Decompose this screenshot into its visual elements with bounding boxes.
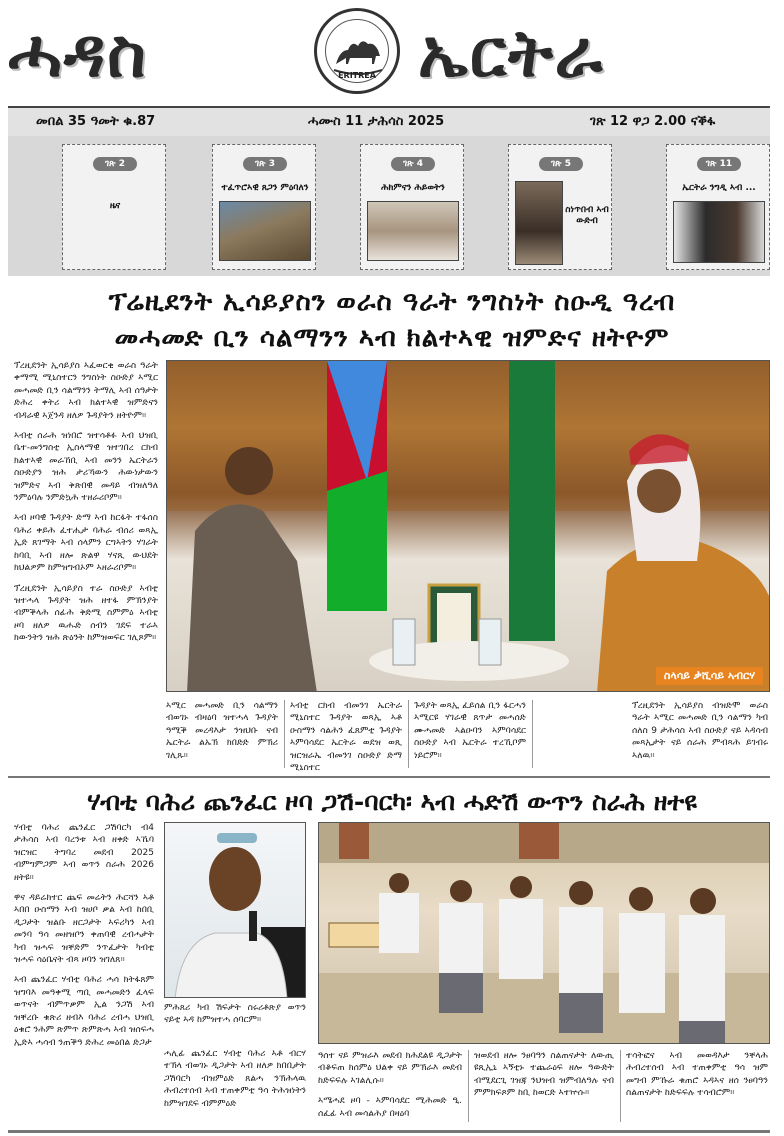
section-divider [8, 776, 770, 778]
portrait-thumbnail [515, 181, 563, 265]
teaser-page-label: ገጽ 3 [243, 157, 287, 171]
story2-paragraph: ሃብቲ ባሕሪ ጨንፈር ጋሽባርካ ብ4 ታሕሳስ ኣብ ባረንቱ ኣብ ዘቀድ ኣኼባ ዝርዝር ትግባረ መደብ 2025 ብምግምጋም ኣብ ወጥን ስራሕ 2026 ዘትዩ። [14, 823, 154, 883]
story1-column-3: ኣብቲ ርክብ ብመንገ ኤርትራ ሚኒስተር ጉዳያት ወጻኢ ኣቶ ዑስማን ሳልሕን ፈጸምቲ ጉዳያት ኣምባሳደር ኤርትራ ወደዝ ወጺ ዝርዝራኤ ብመንገ ስዑድያ ድማ ሚኒስተር [290, 701, 402, 772]
teaser-title: ተፈጥሮኣዊ ጸጋን ምዕባለን [221, 183, 309, 193]
main-headline [8, 284, 776, 356]
main-headline-line-2: መሓመድ ቢን ሳልማንን ኣብ ክልተኣዊ ዝምድና ዘትዮም [114, 323, 670, 353]
story1-column-4: ጉዳያት ወጻኢ ፈይሰል ቢን ፋርሓን ኣሚርዩ ሃገራዊ ጸጥታ መሓሰድ ሙሓመድ ኣልዑባን ኣምባሳደር ስዑድያ ኣብ ኤርትራ ተረኺቦም ነይሮም። [414, 701, 526, 761]
teaser-title: ስነጥበብ ኣብ ውድብ [565, 205, 609, 226]
story2-paragraph: ኣብ ጨንፈር ሃብቲ ባሕሪ ሓሳ ክትፋጸም ዝግባእ መዓቀሚ ጣቢ መሓመድን ፈላፍ ወጥናት ብምጥቃም ኢል ንጋሽ ኣብ ዝቐረቡ ቁጽሪ ዘብእ ባሕሪ ረብሓ ህዝቢ ዕቁሮ ንሕም ጽምጥ ጽምጽሓ ኣብ ዝሰፍሓ ኢድኣ ሓሳብ ንጠቕዓ ድሕረ መዕበል ድጋታ [14, 975, 154, 1048]
column-divider [620, 1050, 621, 1122]
story2-photo-caption: ምሕጸሪ ካብ ሽፍታት ስሩሪቶጽያ ወጥን ናይቲ ኣዳ ከምዝተሓ ሰባርም። [164, 1003, 306, 1026]
teaser-page-4[interactable] [360, 144, 464, 270]
story1-paragraph: ኣብቲ ሰራሕ ዝነበሮ ዝተሳቶፉ ኣብ ህዝቢ ቤተ-መንግስቲ ኢስላማዊ ዝተገበረ ርክብ ክልተኣዊ መራኸቢ ኣብ መንን ኤርትራን ስዑድያን ዝሕ ታሪኻውን ሕውነታውን ዝምድና ኣብ ቅጽበዊ መዳይ ብዝለዓለ ንምዕባሉ ንምድኳሕ ተዘራሪቦም። [14, 431, 158, 504]
speaker-photo [164, 822, 306, 998]
teaser-page-label: ገጽ 2 [93, 157, 137, 171]
issue-price: ገጽ 12 ዋጋ 2.00 ናቕፋ [590, 114, 716, 129]
column-divider [468, 1050, 469, 1122]
bottom-rule [8, 1130, 770, 1133]
meeting-hall-photo [318, 822, 770, 1044]
photo-credit-tag: ስላሳይ ቃሺሳይ ኣብርሃ [656, 667, 763, 685]
eritrea-seal-icon [314, 8, 400, 94]
story1-left-column [14, 360, 158, 772]
story1-column-2: ኣሚር መሓመድ ቢን ሳልማን ብወገኑ ብዛዕባ ዝተሓላ ጉዳያት ዓሚቕ መረዳእታ ንዝህቡ ናብ ኤርትራ ልኡኽ ክበድድ ምኽሪ ገሊጹ። [166, 701, 278, 761]
second-headline: ሃብቲ ባሕሪ ጨንፈር ዞባ ጋሽ-ባርካ፡ ኣብ ሓድሽ ውጥን ስራሕ ዘተዩ [87, 787, 697, 816]
story2-paragraph: ኣሜሓደ ዞባ - ኣምባሳደር ሚሕመድ ዒ. ሰፈፊ ኣብ መሳልሕያ በዛዕባ [318, 1096, 462, 1119]
seal-text: ERITREA [338, 71, 376, 80]
teaser-page-3[interactable] [212, 144, 316, 270]
story2-paragraph: ዓሰተ ናይ ምዝራእ መደብ ክሕደልዩ ዲጋታት ብቆፍጠ ክሰምዕ ህልቀ ናይ ምኽራእ መደብ ከድፍፍሉ ኣገልሊሱ። [318, 1051, 462, 1086]
masthead [0, 0, 784, 106]
speaker-illustration [165, 823, 306, 998]
masthead-title-right: ኤርትራ [418, 14, 605, 92]
teaser-page-label: ገጽ 4 [391, 157, 435, 171]
story1-paragraph: ፕረዚደንት ኢሳይያስ ተራ ስዑድያ ኣብቲ ዝተሓላ ጉዳያት ዝሕ ዘተፋ ምኽንያት ብምቕላሕ ሰፊሕ ቅድሚ ስምምዕ ኣብቲ ዞባ ዘለዎ ዉሑድ ሰብን ገደፍ ተራኣ ክውንትን ዝሕ ጽዕንት ከምዝወፍር ገሊጾም። [14, 583, 158, 644]
masthead-title-left: ሓዳስ [8, 14, 148, 92]
story1-paragraph: ኣብ ዞባዊ ጉዳያት ድማ ኣብ ከርፋት ተፋሰስ ባሕሪ ቀይሕ ፈተሒታ ባሕራ ብሰሪ ወጻኢ ኢድ ጸገማት ኣብ ሰላምን ርግኣትን ሃገራት ከባቢ ኣብ ዘሎ ጽልዋ ሃናጺ ውህደት ክህልዎም ከምዝግብኦም ኣዘራሪቦም። [14, 513, 158, 574]
column-divider [532, 700, 533, 768]
landscape-thumbnail [219, 201, 311, 261]
issue-info-band [8, 106, 770, 136]
main-headline-line-1: ፕሬዚደንት ኢሳይያስን ወራስ ዓራት ንግስነት ስዑዲ ዓረብ [108, 287, 676, 317]
story1-column-6: ፕረዚደንት ኢሳይያስ ብዝድሞ ወራስ ዓራት ኣሚር መሓመድ ቢን ሳልማን ካብ ሰለስ 9 ታሕሳስ ኣብ ስዑድያ ናይ ኣዳሳብ መጻኢታት ናይ ሰራሕ ምብጻሕ ይገብሩ ኣለዉ። [632, 701, 768, 761]
meeting-photo-illustration [167, 361, 770, 692]
story2-left-column [14, 822, 154, 1126]
story2-column-3 [318, 1050, 462, 1126]
patient-thumbnail [367, 201, 459, 261]
teaser-page-2[interactable] [62, 144, 166, 270]
column-divider [408, 700, 409, 768]
teaser-title: ኤርትራ ንግዲ ኣብ ... [682, 183, 756, 193]
audience-illustration [319, 823, 770, 1044]
teaser-strip [8, 136, 770, 276]
main-story-photo [166, 360, 770, 692]
issue-number: መበል 35 ዓመት ቁ.87 [36, 114, 156, 129]
teaser-title: ሕክምናን ሕይወትን [381, 183, 445, 193]
story2-paragraph: ዋና ዳይሬክተር ጨፍ መሬትን ሕርሻን ኣቶ ኣበበ ዑስማን ኣብ ዝሀቦ ቃል ኣብ ከበቢ ዲጋታት ዝልቡ ዘርጋታት ኣፍሪካን ኣብ መንባ ዓሳ መዘዝቦን ቀጠባዊ ረብሓታት ካብ ዝሓፍ ዝቐድም ንጥፈታት ካብቲ ዝሓፍ ሳዕቤናት ብጻ ዞባን ዝገለጸ። [14, 893, 154, 966]
business-thumbnail [673, 201, 765, 263]
column-divider [284, 700, 285, 768]
story2-column-2: ሓሊፊ ጨንፈር ሃብቲ ባሕሪ ኣቶ ብርሃ ተኽላ ብወገኑ ዲጋታት ኣብ ዘለዎ ክበቢታት ጋሽባርካ ብዝምዕድ ጸልሓ ንኽሕላዉ ሕብረተሰብ ኣብ ተጠቀምቲ ዓሳ ትሕዝነትን ከምዝገደፍ ብምምዕድ [164, 1049, 306, 1109]
teaser-page-label: ገጽ 11 [697, 157, 741, 171]
story2-column-4: ዝወደብ ዘሎ ንፀባዓን ስልጠናታት ለውጢ ዩጺኢኒ ኣኝቲኑ ተጨራዕፍ ዘሎ ዓውድት ብሚደርጊ ገዝጃ ንህዝብ ዝምብለዓሉ ናብ ምምክፍጾም ከቢ ከወርድ ኣተኵሱ። [474, 1051, 614, 1099]
teaser-page-11[interactable] [666, 144, 770, 270]
teaser-page-label: ገጽ 5 [539, 157, 583, 171]
teaser-title: ዜና [109, 201, 121, 211]
story1-paragraph: ፕረዚደንት ኢሳይያስ ኣፈወርቂ ወራስ ዓራት ቀማሚ ሚኒስተርን ንግስነት ስዑድያ ኣሚር መሓመድ ቢን ሳልማንን ትማሊ ኣብ ሰዓታት ድሕረ ቀትሪ ኣብ ክልተኣዊ ዝምድናን ብዳራዊ ኣጀንዳ ዘለዎ ጉዳያትን ዘትዮም። [14, 361, 158, 421]
story2-column-5: ተሳትፎና ኣብ መወዳእታ ንቐላሕ ሕብረተሰብ ኣብ ተጠቀምቲ ዓሳ ዝም መግብ ምኹራ ቁጠሮ ኣዳኣና ዘሰ ንፀባዓን ስልጠናታት ከድፍፍሉ ተሳብሮም። [626, 1051, 768, 1099]
teaser-page-5[interactable] [508, 144, 612, 270]
issue-date: ሓሙስ 11 ታሕሳስ 2025 [308, 114, 445, 129]
